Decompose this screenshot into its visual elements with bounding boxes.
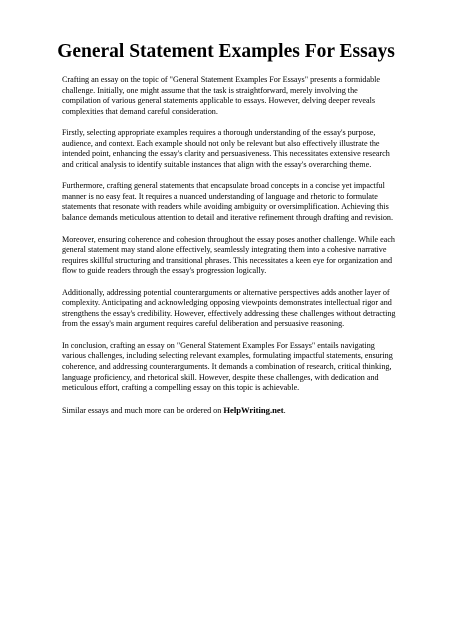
paragraph-counterarguments: Additionally, addressing potential counterarguments or alternative perspectives adds another layer of complexity. Anticipating and acknowledging opposing viewpoints demonstrates intellectual rigor and strengthens the essay's credibility. However, effectively addressing these challenges without detracting from the essay's main argument requires careful deliberation and persuasive reasoning. xyxy=(62,287,396,329)
closing-suffix: . xyxy=(283,405,286,415)
closing-prefix: Similar essays and much more can be ordered on xyxy=(62,405,224,415)
helpwriting-link[interactable]: HelpWriting.net xyxy=(223,404,284,415)
document-body xyxy=(62,75,398,427)
paragraph-intro: Crafting an essay on the topic of "General Statement Examples For Essays" presents a formidable challenge. Initially, one might assume that the task is straightforward, merely involving the compilation of various general statements applicable to essays. However, delving deeper reveals complexities that demand careful consideration. xyxy=(62,75,381,116)
paragraph-coherence: Moreover, ensuring coherence and cohesion throughout the essay poses another challenge. While each general statement may stand alone effectively, seamlessly integrating them into a cohesive narrative requires skillful structuring and transitional phrases. This necessitates a keen eye for organization and flow to guide readers through the essay's progression logically. xyxy=(62,234,395,276)
paragraph-general-statements: Furthermore, crafting general statements that encapsulate broad concepts in a concise yet impactful manner is no easy feat. It requires a nuanced understanding of language and rhetoric to formulate statements that resonate with readers while avoiding ambiguity or oversimplification. Achieving this balance demands meticulous attention to detail and iterative refinement through drafting and revision. xyxy=(62,181,393,223)
closing-line xyxy=(62,405,398,417)
paragraph-examples: Firstly, selecting appropriate examples requires a thorough understanding of the essay's purpose, audience, and context. Each example should not only be relevant but also effectively illustrate the intended point, enhancing the essay's clarity and persuasiveness. This necessitates extensive research and critical analysis to identify suitable instances that align with the essay's overarching theme. xyxy=(62,128,390,169)
document-title: General Statement Examples For Essays xyxy=(57,41,395,62)
paragraph-conclusion: In conclusion, crafting an essay on "General Statement Examples For Essays" entails navigating various challenges, including selecting relevant examples, formulating impactful statements, ensuring coherence, and addressing counterarguments. It demands a combination of research, critical thinking, language proficiency, and rhetorical skill. However, despite these challenges, with dedication and meticulous effort, crafting a compelling essay on this topic is achievable. xyxy=(62,340,393,393)
